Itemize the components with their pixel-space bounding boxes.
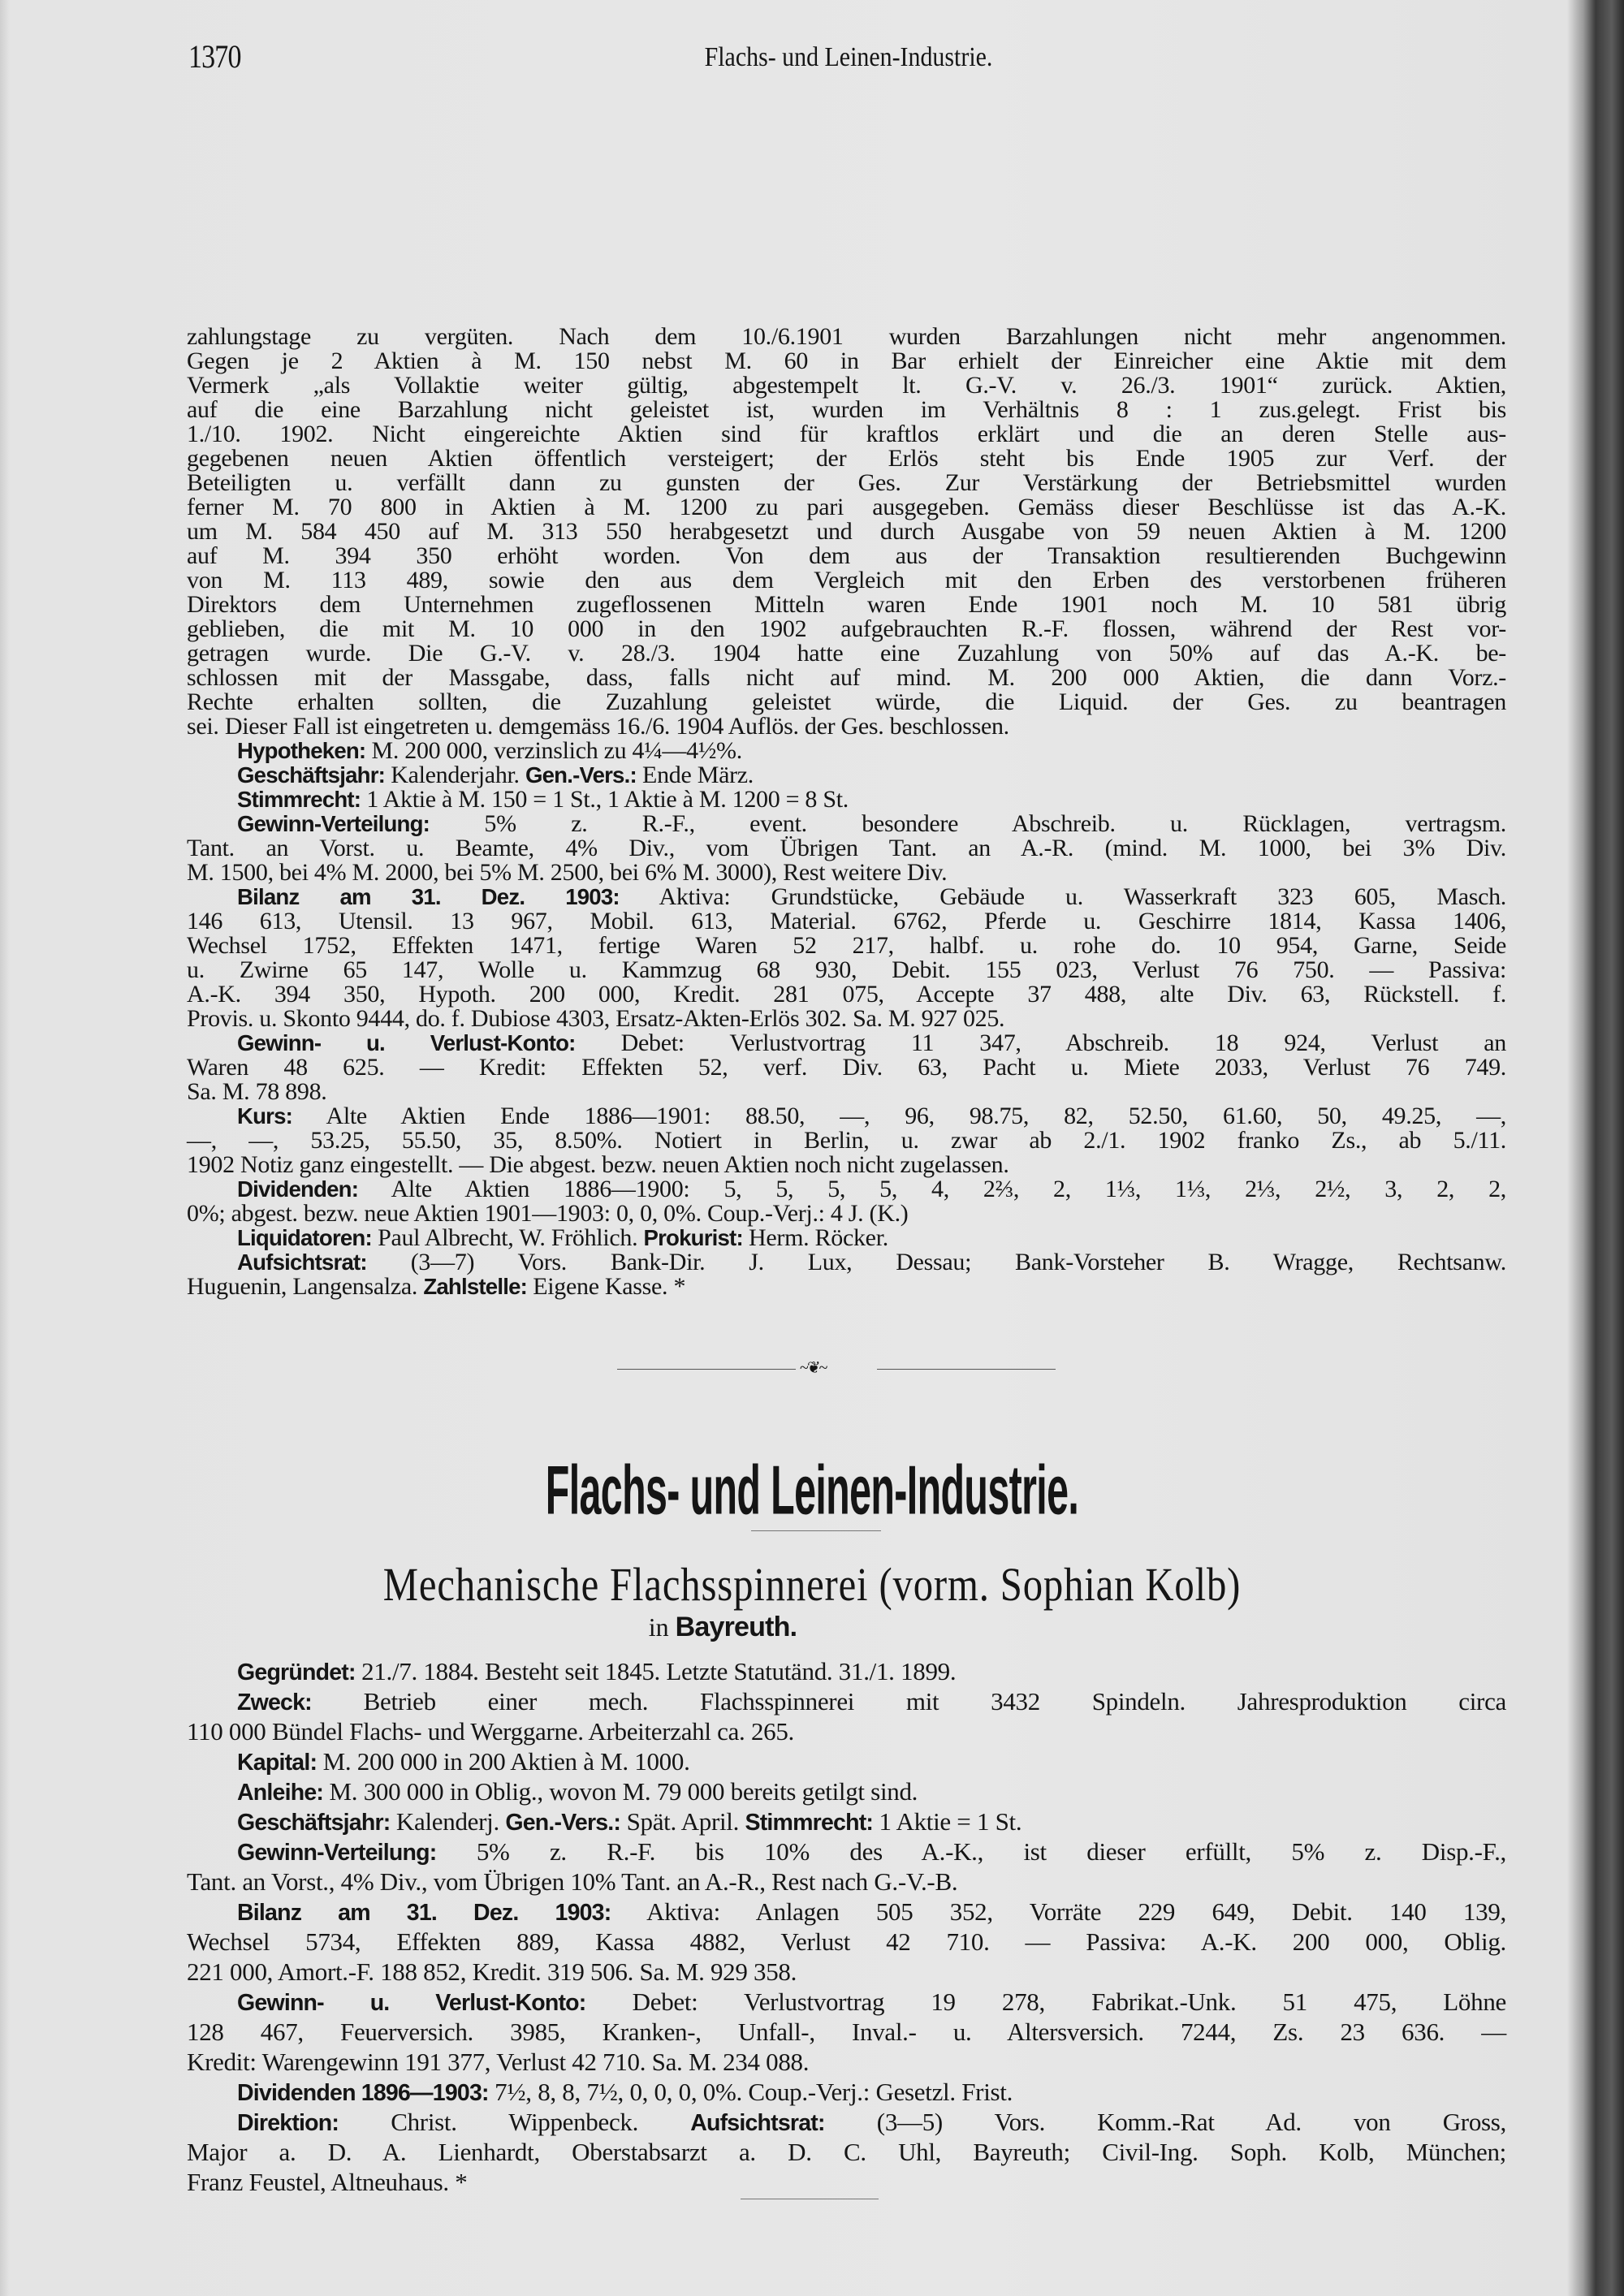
text-line	[187, 763, 1506, 788]
field-label: Aufsichtsrat:	[690, 2110, 825, 2136]
text-line	[187, 617, 1506, 641]
field-text: Debet: Verlustvortrag 19 278, Fabrikat.-Unk. 51 475, Löhne	[585, 1987, 1506, 2016]
text-line	[187, 934, 1506, 958]
field-label: Anleihe:	[237, 1780, 324, 1806]
section-heading: Flachs- und Leinen-Industrie.	[545, 1450, 1079, 1530]
field-text: 128 467, Feuerversich. 3985, Kranken-, Unfall-, Inval.- u. Altersversich. 7244, Zs. 23 636. —	[187, 2018, 1506, 2046]
field-text: Franz Feustel, Altneuhaus. *	[187, 2168, 468, 2196]
field-text: Herm. Röcker.	[742, 1224, 888, 1251]
text-line	[187, 958, 1506, 982]
text-line	[187, 2107, 1506, 2137]
previous-company-entry	[187, 325, 1506, 1299]
text-line	[187, 909, 1506, 934]
field-text: Tant. an Vorst., 4% Div., vom Übrigen 10% Tant. an A.-R., Rest nach G.-V.-B.	[187, 1867, 958, 1896]
text-line	[187, 1776, 1506, 1806]
field-text: 1902 Notiz ganz eingestellt. — Die abgest. bezw. neuen Aktien noch nicht zugelassen.	[187, 1151, 1009, 1178]
field-label: Geschäftsjahr:	[237, 762, 386, 788]
field-text: 0%; abgest. bezw. neue Aktien 1901—1903: 0, 0, 0%. Coup.-Verj.: 4 J. (K.)	[187, 1200, 909, 1227]
field-text: Provis. u. Skonto 9444, do. f. Dubiose 4303, Ersatz-Akten-Erlös 302. Sa. M. 927 025.	[187, 1005, 1005, 1032]
text-line	[187, 836, 1506, 861]
field-label: Kurs:	[237, 1103, 293, 1129]
text-line	[187, 1746, 1506, 1776]
text-line	[187, 1275, 1506, 1299]
field-text: Paul Albrecht, W. Fröhlich.	[371, 1224, 644, 1251]
field-text: Major a. D. A. Lienhardt, Oberstabsarzt a. D. C. Uhl, Bayreuth; Civil-Ing. Soph. Kolb, München;	[187, 2138, 1506, 2166]
text-line	[187, 1806, 1506, 1836]
field-text: Eigene Kasse. *	[527, 1273, 686, 1300]
text-line	[187, 1226, 1506, 1250]
field-text: Rechte erhalten sollten, die Zuzahlung geleistet würde, die Liquid. der Ges. zu beantragen	[187, 688, 1506, 715]
field-text: getragen wurde. Die G.-V. v. 28./3. 1904 hatte eine Zuzahlung von 50% auf das A.-K. be-	[187, 640, 1506, 667]
field-text: M. 200 000, verzinslich zu 4¼—4½%.	[365, 737, 742, 764]
field-text: Kalenderj.	[390, 1807, 506, 1836]
text-line	[187, 1177, 1506, 1202]
text-line	[187, 495, 1506, 520]
field-label: Gegründet:	[237, 1659, 356, 1685]
field-label: Liquidatoren:	[237, 1225, 372, 1250]
field-text: Huguenin, Langensalza.	[187, 1273, 424, 1300]
field-text: Kalenderjahr.	[385, 762, 525, 788]
ornament-glyph: ~❦~	[800, 1359, 827, 1377]
field-label: Geschäftsjahr:	[237, 1810, 391, 1836]
field-text: u. Zwirne 65 147, Wolle u. Kammzug 68 930, Debit. 155 023, Verlust 76 750. — Passiva:	[187, 956, 1506, 983]
text-line	[187, 325, 1506, 349]
field-text: gegebenen neuen Aktien öffentlich versteigert; der Erlös steht bis Ende 1905 zur Verf. der	[187, 445, 1506, 472]
place-name: Bayreuth.	[675, 1612, 797, 1642]
field-label: Bilanz am 31. Dez. 1903:	[237, 884, 620, 909]
field-text: Alte Aktien 1886—1900: 5, 5, 5, 5, 4, 2⅔, 2, 1⅓, 1⅓, 2⅓, 2½, 3, 2, 2,	[358, 1176, 1506, 1202]
text-line	[187, 1927, 1506, 1957]
text-line	[187, 1250, 1506, 1275]
field-label: Aufsichtsrat:	[237, 1249, 367, 1275]
field-label: Stimmrecht:	[745, 1810, 874, 1836]
field-text: 5% z. R.-F., event. besondere Abschreib. u. Rücklagen, vertragsm.	[430, 810, 1506, 837]
field-label: Gen.-Vers.:	[525, 762, 637, 788]
field-text: Christ. Wippenbeck.	[339, 2108, 691, 2136]
text-line	[187, 349, 1506, 373]
field-label: Gewinn-Verteilung:	[237, 1840, 437, 1866]
field-text: 110 000 Bündel Flachs- und Werggarne. Arbeiterzahl ca. 265.	[187, 1717, 795, 1746]
field-label: Prokurist:	[643, 1225, 743, 1250]
field-text: Aktiva: Grundstücke, Gebäude u. Wasserkraft 323 605, Masch.	[619, 883, 1506, 910]
text-line	[187, 1897, 1506, 1927]
field-text: 146 613, Utensil. 13 967, Mobil. 613, Material. 6762, Pferde u. Geschirre 1814, Kassa 1406,	[187, 908, 1506, 934]
text-line	[187, 1153, 1506, 1177]
text-line	[187, 714, 1506, 739]
text-line	[187, 1202, 1506, 1226]
field-text: M. 200 000 in 200 Aktien à M. 1000.	[317, 1747, 690, 1776]
text-line	[187, 885, 1506, 909]
text-line	[187, 982, 1506, 1007]
field-text: M. 300 000 in Oblig., wovon M. 79 000 bereits getilgt sind.	[323, 1777, 918, 1806]
text-line	[187, 739, 1506, 763]
field-label: Gewinn-Verteilung:	[237, 811, 430, 836]
field-text: Direktors dem Unternehmen zugeflossenen Mitteln waren Ende 1901 noch M. 10 581 übrig	[187, 591, 1506, 618]
text-line	[187, 2017, 1506, 2047]
text-line	[187, 2137, 1506, 2167]
place-prefix: in	[648, 1612, 669, 1642]
text-line	[187, 690, 1506, 714]
text-line	[187, 593, 1506, 617]
field-label: Gen.-Vers.:	[505, 1810, 621, 1836]
running-title: Flachs- und Leinen-Industrie.	[704, 42, 993, 72]
field-text: schlossen mit der Massgabe, dass, falls nicht auf mind. M. 200 000 Aktien, die dann Vorz.-	[187, 664, 1506, 691]
field-text: A.-K. 394 350, Hypoth. 200 000, Kredit. 281 075, Accepte 37 488, alte Div. 63, Rückstell. f.	[187, 981, 1506, 1008]
text-line	[187, 373, 1506, 398]
page-number: 1370	[188, 38, 241, 75]
field-text: geblieben, die mit M. 10 000 in den 1902 aufgebrauchten R.-F. flossen, während der Rest vor-	[187, 615, 1506, 642]
field-label: Zahlstelle:	[423, 1274, 528, 1299]
field-text: 1 Aktie = 1 St.	[873, 1807, 1022, 1836]
field-text: Spät. April.	[620, 1807, 745, 1836]
field-text: auf M. 394 350 erhöht worden. Von dem aus der Transaktion resultierenden Buchgewinn	[187, 542, 1506, 569]
field-label: Direktion:	[237, 2110, 339, 2136]
text-line	[187, 1836, 1506, 1867]
text-line	[187, 1055, 1506, 1080]
section-divider-ornament	[617, 1359, 1056, 1377]
text-line	[187, 1080, 1506, 1104]
text-line	[187, 520, 1506, 544]
text-line	[187, 666, 1506, 690]
text-line	[187, 398, 1506, 422]
text-line	[187, 641, 1506, 666]
field-text: 1./10. 1902. Nicht eingereichte Aktien sind für kraftlos erklärt und die an deren Stelle aus-	[187, 421, 1506, 447]
field-text: 221 000, Amort.-F. 188 852, Kredit. 319 506. Sa. M. 929 358.	[187, 1957, 797, 1986]
field-text: Sa. M. 78 898.	[187, 1078, 327, 1105]
field-text: Ende März.	[636, 762, 754, 788]
text-line	[187, 1716, 1506, 1746]
field-text: 7½, 8, 8, 7½, 0, 0, 0, 0%. Coup.-Verj.: Gesetzl. Frist.	[488, 2078, 1013, 2106]
field-text: —, —, 53.25, 55.50, 35, 8.50%. Notiert in Berlin, u. zwar ab 2./1. 1902 franko Zs., ab 5./11.	[187, 1127, 1506, 1154]
field-text: M. 1500, bei 4% M. 2000, bei 5% M. 2500, bei 6% M. 3000), Rest weitere Div.	[187, 859, 948, 886]
text-line	[187, 2077, 1506, 2107]
field-text: (3—7) Vors. Bank-Dir. J. Lux, Dessau; Bank-Vorsteher B. Wragge, Rechtsanw.	[366, 1249, 1506, 1275]
field-text: Alte Aktien Ende 1886—1901: 88.50, —, 96, 98.75, 82, 52.50, 61.60, 50, 49.25, —,	[292, 1103, 1506, 1129]
field-text: Aktiva: Anlagen 505 352, Vorräte 229 649, Debit. 140 139,	[611, 1897, 1506, 1926]
field-text: sei. Dieser Fall ist eingetreten u. demgemäss 16./6. 1904 Auflös. der Ges. beschlossen.	[187, 713, 1009, 740]
text-line	[187, 568, 1506, 593]
field-label: Gewinn- u. Verlust-Konto:	[237, 1030, 576, 1055]
text-line	[187, 2167, 1506, 2197]
text-line	[187, 447, 1506, 471]
text-line	[187, 471, 1506, 495]
company-title: Mechanische Flachsspinnerei (vorm. Sophian Kolb)	[382, 1558, 1242, 1611]
text-line	[187, 861, 1506, 885]
text-line	[187, 1129, 1506, 1153]
field-text: Gegen je 2 Aktien à M. 150 nebst M. 60 in Bar erhielt der Einreicher eine Aktie mit dem	[187, 347, 1506, 374]
field-text: ferner M. 70 800 in Aktien à M. 1200 zu pari ausgegeben. Gemäss dieser Beschlüsse ist das A.-K.	[187, 494, 1506, 520]
text-line	[187, 1686, 1506, 1716]
field-text: Tant. an Vorst. u. Beamte, 4% Div., vom Übrigen Tant. an A.-R. (mind. M. 1000, bei 3% Div.	[187, 835, 1506, 861]
field-text: 5% z. R.-F. bis 10% des A.-K., ist dieser erfüllt, 5% z. Disp.-F.,	[436, 1837, 1506, 1866]
field-text: 21./7. 1884. Besteht seit 1845. Letzte Statutänd. 31./1. 1899.	[355, 1657, 957, 1685]
field-text: um M. 584 450 auf M. 313 550 herabgesetzt und durch Ausgabe von 59 neuen Aktien à M. 1200	[187, 518, 1506, 545]
company-location	[0, 1612, 1445, 1643]
text-line	[187, 1104, 1506, 1129]
text-line	[187, 422, 1506, 447]
field-text: auf die eine Barzahlung nicht geleistet ist, wurden im Verhältnis 8 : 1 zus.gelegt. Frist bis	[187, 396, 1506, 423]
text-line	[187, 2047, 1506, 2077]
text-line	[187, 1867, 1506, 1897]
text-line	[187, 1987, 1506, 2017]
text-line	[187, 1656, 1506, 1686]
field-text: von M. 113 489, sowie den aus dem Vergleich mit den Erben des verstorbenen früheren	[187, 567, 1506, 593]
field-label: Dividenden:	[237, 1176, 359, 1202]
text-line	[187, 788, 1506, 812]
text-line	[187, 544, 1506, 568]
text-line	[187, 812, 1506, 836]
field-label: Stimmrecht:	[237, 787, 361, 812]
field-text: Vermerk „als Vollaktie weiter gültig, abgestempelt lt. G.-V. v. 26./3. 1901“ zurück. Aktien,	[187, 372, 1506, 399]
field-label: Gewinn- u. Verlust-Konto:	[237, 1990, 586, 2016]
field-text: Waren 48 625. — Kredit: Effekten 52, verf. Div. 63, Pacht u. Miete 2033, Verlust 76 749.	[187, 1054, 1506, 1081]
field-text: 1 Aktie à M. 150 = 1 St., 1 Aktie à M. 1200 = 8 St.	[361, 786, 849, 813]
field-text: Debet: Verlustvortrag 11 347, Abschreib. 18 924, Verlust an	[575, 1029, 1506, 1056]
company-entry-bayreuth	[187, 1656, 1506, 2197]
text-line	[187, 1007, 1506, 1031]
field-text: Kredit: Warengewinn 191 377, Verlust 42 710. Sa. M. 234 088.	[187, 2048, 810, 2076]
text-line	[187, 1031, 1506, 1055]
heading-rule	[751, 1530, 881, 1531]
field-label: Bilanz am 31. Dez. 1903:	[237, 1900, 611, 1926]
field-text: Beteiligten u. verfällt dann zu gunsten der Ges. Zur Verstärkung der Betriebsmittel wurden	[187, 469, 1506, 496]
field-text: zahlungstage zu vergüten. Nach dem 10./6.1901 wurden Barzahlungen nicht mehr angenommen.	[187, 323, 1506, 350]
field-text: Betrieb einer mech. Flachsspinnerei mit 3432 Spindeln. Jahresproduktion circa	[311, 1687, 1506, 1716]
field-label: Hypotheken:	[237, 738, 366, 763]
field-label: Zweck:	[237, 1690, 312, 1716]
field-text: (3—5) Vors. Komm.-Rat Ad. von Gross,	[824, 2108, 1506, 2136]
field-label: Kapital:	[237, 1750, 317, 1776]
field-text: Wechsel 5734, Effekten 889, Kassa 4882, Verlust 42 710. — Passiva: A.-K. 200 000, Oblig.	[187, 1927, 1506, 1956]
text-line	[187, 1957, 1506, 1987]
field-text: Wechsel 1752, Effekten 1471, fertige Waren 52 217, halbf. u. rohe do. 10 954, Garne, Seide	[187, 932, 1506, 959]
field-label: Dividenden 1896—1903:	[237, 2080, 489, 2106]
